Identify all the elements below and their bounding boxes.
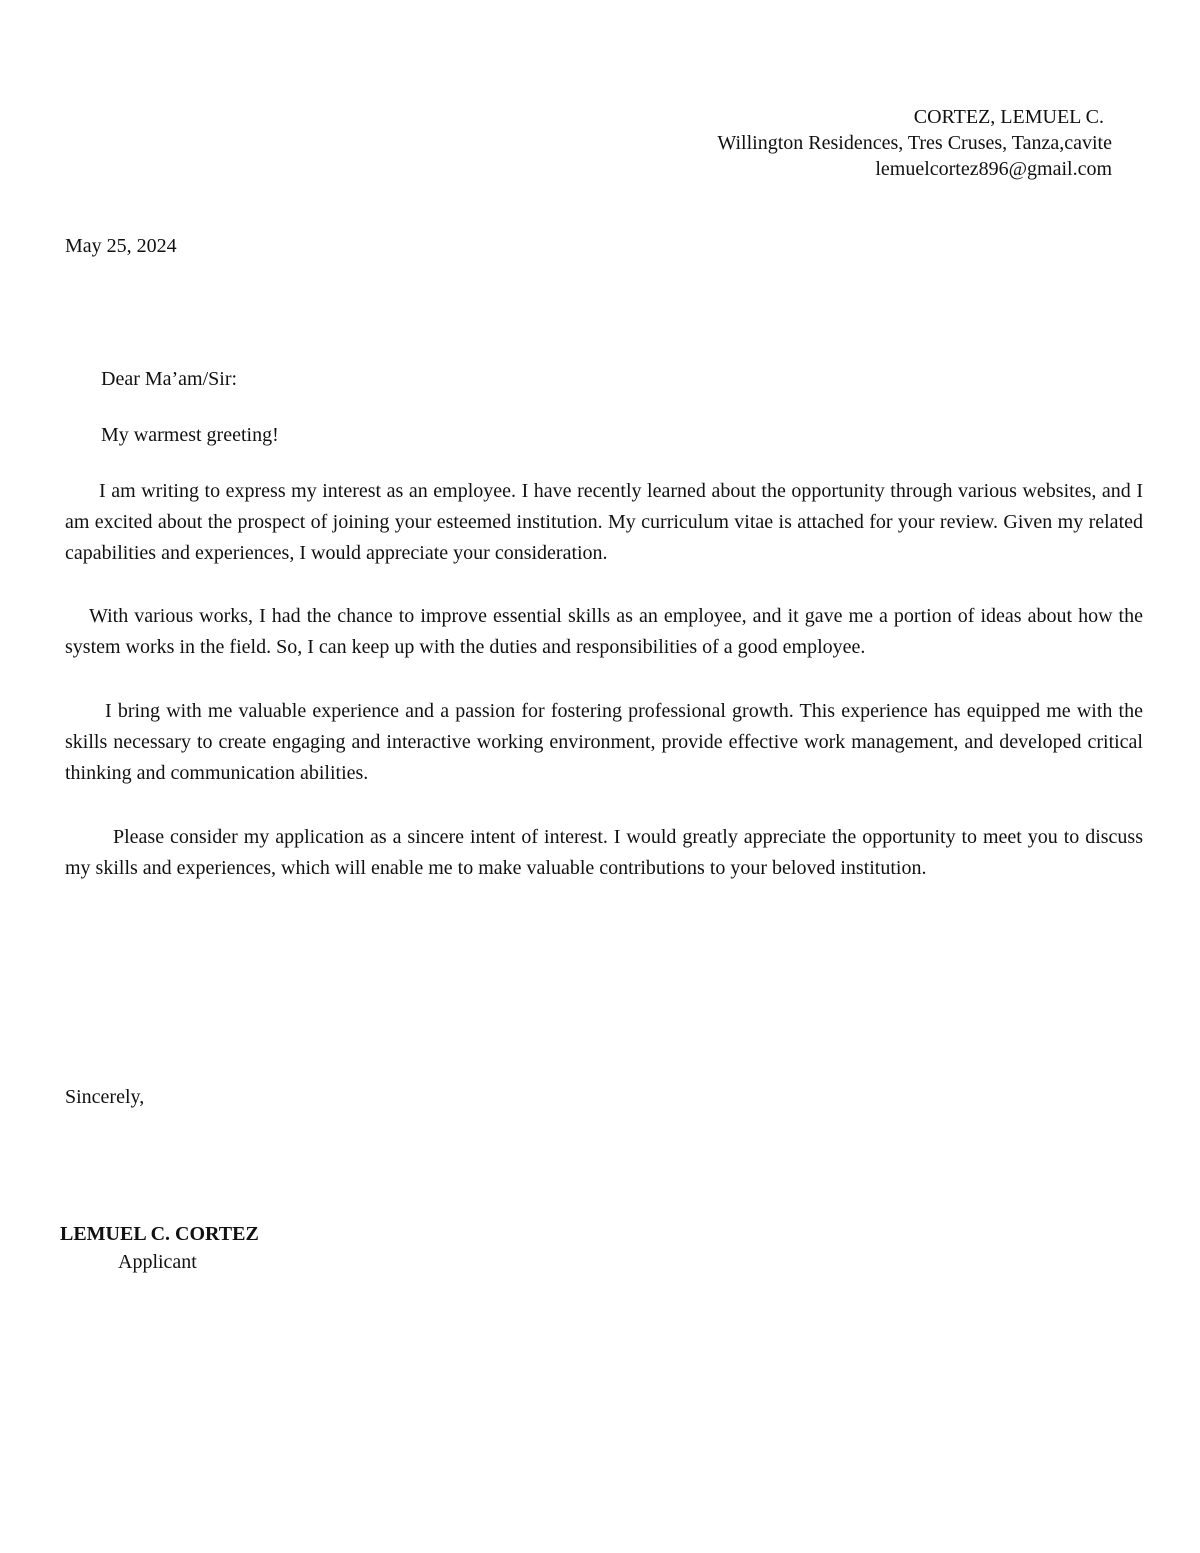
body-paragraph-3: I bring with me valuable experience and a passion for fostering professional growth. This experience has equipped me with the skills necessary to create engaging and interactive working environment, provide effective work management, and developed critical thinking and communication abilities. bbox=[65, 700, 1143, 784]
body-paragraph-1: I am writing to express my interest as an employee. I have recently learned about the opportunity through various websites, and I am excited about the prospect of joining your esteemed institution. My curriculum vitae is attached for your review. Given my related capabilities and experiences, I would appreciate your consideration. bbox=[65, 480, 1143, 564]
sender-email: lemuelcortez896@gmail.com bbox=[875, 158, 1112, 180]
sender-block bbox=[717, 104, 1112, 182]
sender-name: CORTEZ, LEMUEL C. bbox=[913, 106, 1104, 128]
salutation: Dear Ma’am/Sir: bbox=[101, 368, 238, 390]
body-paragraph-4: Please consider my application as a sincere intent of interest. I would greatly appreciate the opportunity to meet you to discuss my skills and experiences, which will enable me to make valuable contributions to your beloved institution. bbox=[65, 826, 1143, 879]
signature-name: LEMUEL C. CORTEZ bbox=[60, 1223, 259, 1245]
greeting: My warmest greeting! bbox=[101, 424, 279, 446]
letter-date: May 25, 2024 bbox=[65, 235, 177, 257]
sender-address: Willington Residences, Tres Cruses, Tanza,cavite bbox=[717, 132, 1112, 154]
signature-title: Applicant bbox=[118, 1251, 197, 1273]
closing: Sincerely, bbox=[65, 1086, 145, 1108]
body-paragraph-2: With various works, I had the chance to improve essential skills as an employee, and it gave me a portion of ideas about how the system works in the field. So, I can keep up with the duties and responsibilities of a good employee. bbox=[65, 605, 1143, 658]
